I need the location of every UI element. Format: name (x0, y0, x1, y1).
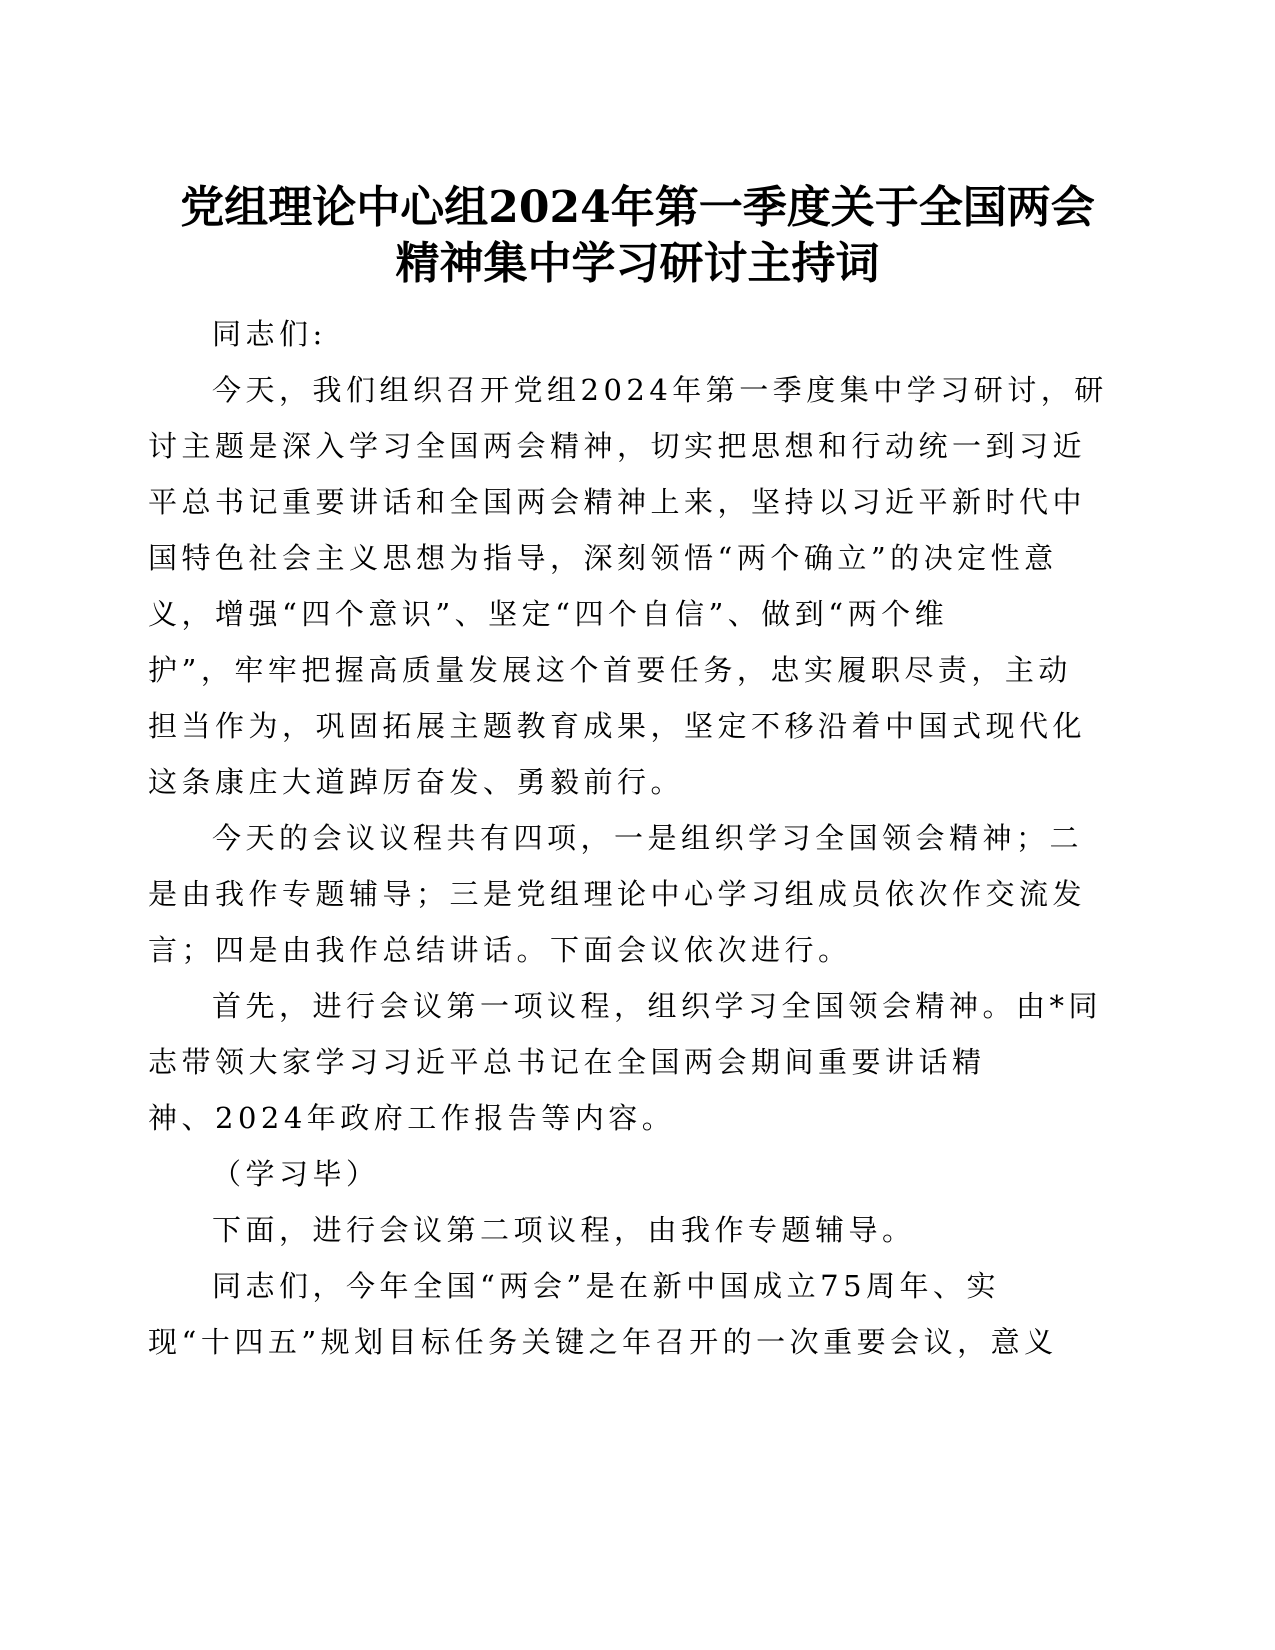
paragraph-line: 今天，我们组织召开党组2024年第一季度集中学习研讨，研 (212, 373, 1108, 407)
paragraph-line: 下面，进行会议第二项议程，由我作专题辅导。 (212, 1213, 916, 1247)
paragraph-line: 今天的会议议程共有四项，一是组织学习全国领会精神；二 (212, 821, 1084, 855)
paragraph-line: 志带领大家学习习近平总书记在全国两会期间重要讲话精 (148, 1045, 986, 1079)
paragraph-line: 是由我作专题辅导；三是党组理论中心学习组成员依次作交流发 (148, 877, 1087, 911)
paragraph-line: 神、2024年政府工作报告等内容。 (148, 1101, 676, 1135)
document-title-line-1: 党组理论中心组2024年第一季度关于全国两会 (180, 182, 1095, 233)
paragraph-line: 讨主题是深入学习全国两会精神，切实把思想和行动统一到习近 (148, 429, 1087, 463)
paragraph-line: 现“十四五”规划目标任务关键之年召开的一次重要会议，意义 (148, 1325, 1058, 1359)
stage-note: （学习毕） (212, 1157, 380, 1191)
paragraph-line: 首先，进行会议第一项议程，组织学习全国领会精神。由*同 (212, 989, 1103, 1023)
paragraph-line: 这条康庄大道踔厉奋发、勇毅前行。 (148, 765, 685, 799)
salutation: 同志们: (212, 317, 327, 351)
paragraph-line: 国特色社会主义思想为指导，深刻领悟“两个确立”的决定性意 (148, 541, 1058, 575)
paragraph-line: 同志们，今年全国“两会”是在新中国成立75周年、实 (212, 1269, 1001, 1303)
paragraph-line: 平总书记重要讲话和全国两会精神上来，坚持以习近平新时代中 (148, 485, 1087, 519)
document-title-line-2: 精神集中学习研讨主持词 (395, 238, 880, 289)
paragraph-line: 言；四是由我作总结讲话。下面会议依次进行。 (148, 933, 852, 967)
paragraph-line: 担当作为，巩固拓展主题教育成果，坚定不移沿着中国式现代化 (148, 709, 1087, 743)
paragraph-line: 义，增强“四个意识”、坚定“四个自信”、做到“两个维 (148, 597, 949, 631)
paragraph-line: 护”，牢牢把握高质量发展这个首要任务，忠实履职尽责，主动 (148, 653, 1072, 687)
